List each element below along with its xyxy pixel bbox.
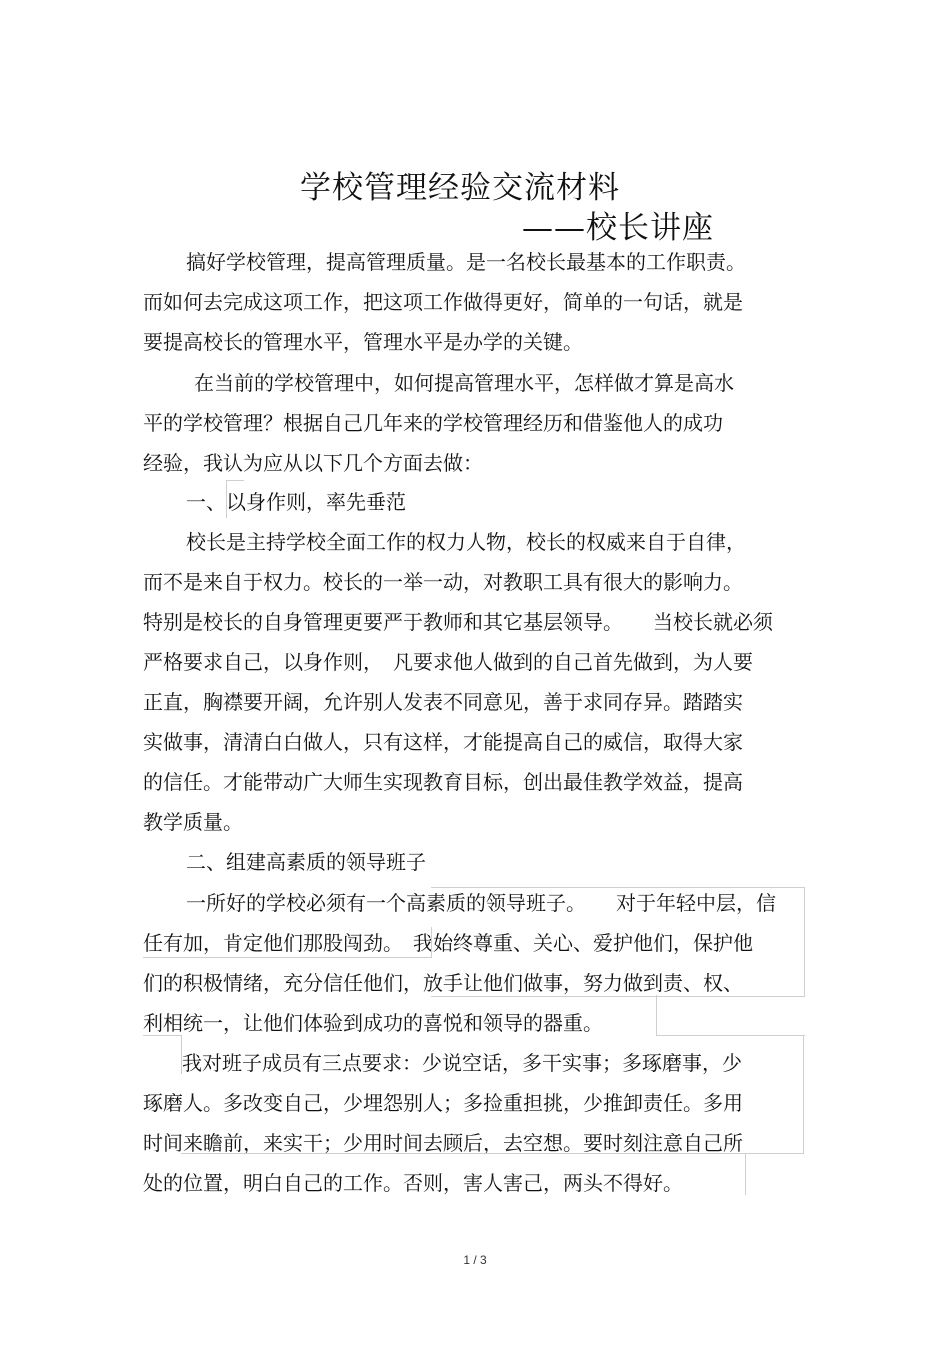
page-indicator: 1 / 3: [463, 1253, 487, 1267]
scan-artifact-box: [431, 887, 805, 997]
body-line: 琢磨人。多改变自己，少埋怨别人；多捡重担挑，少推卸责任。多用: [143, 1091, 743, 1115]
body-line: 任有加，肯定他们那股闯劲。 我始终尊重、关心、爱护他们，保护他: [143, 931, 753, 955]
body-line: 们的积极情绪，充分信任他们，放手让他们做事，努力做到责、权、: [143, 971, 743, 995]
body-line: 而不是来自于权力。校长的一举一动，对教职工具有很大的影响力。: [143, 570, 743, 594]
body-line: 经验，我认为应从以下几个方面去做：: [143, 451, 483, 475]
body-line: 我对班子成员有三点要求：少说空话，多干实事；多琢磨事，少: [182, 1051, 742, 1075]
body-line: 严格要求自己，以身作则， 凡要求他人做到的自己首先做到，为人要: [143, 650, 753, 674]
body-line: 校长是主持学校全面工作的权力人物，校长的权威来自于自律，: [186, 530, 746, 554]
body-line: 实做事，清清白白做人，只有这样，才能提高自己的威信，取得大家: [143, 730, 743, 754]
scan-artifact-box: [143, 1035, 182, 1074]
scan-artifact-box: [656, 995, 805, 1036]
scan-artifact-line: [226, 480, 228, 518]
scan-artifact-box: [181, 1035, 804, 1154]
section-heading: 一、以身作则，率先垂范: [186, 490, 406, 514]
body-line: 利相统一，让他们体验到成功的喜悦和领导的器重。: [143, 1011, 603, 1035]
body-line: 一所好的学校必须有一个高素质的领导班子。 对于年轻中层，信: [186, 891, 776, 915]
body-line: 要提高校长的管理水平，管理水平是办学的关键。: [143, 330, 583, 354]
section-heading: 二、组建高素质的领导班子: [186, 850, 426, 874]
document-subtitle: ——校长讲座: [522, 210, 714, 246]
body-line: 处的位置，明白自己的工作。否则，害人害己，两头不得好。: [143, 1171, 683, 1195]
document-title: 学校管理经验交流材料: [300, 170, 620, 206]
body-line: 而如何去完成这项工作，把这项工作做得更好，简单的一句话，就是: [143, 290, 743, 314]
body-line: 特别是校长的自身管理更要严于教师和其它基层领导。 当校长就必须: [143, 610, 773, 634]
scan-artifact-box: [143, 927, 432, 958]
scan-artifact-line: [226, 480, 244, 482]
body-line: 正直，胸襟要开阔，允许别人发表不同意见，善于求同存异。踏踏实: [143, 690, 743, 714]
body-line: 时间来瞻前，来实干；少用时间去顾后，去空想。要时刻注意自己所: [143, 1131, 743, 1155]
scan-artifact-line: [745, 1153, 747, 1195]
body-line: 在当前的学校管理中，如何提高管理水平，怎样做才算是高水: [194, 371, 734, 395]
body-line: 的信任。才能带动广大师生实现教育目标，创出最佳教学效益，提高: [143, 770, 743, 794]
body-line: 平的学校管理？根据自己几年来的学校管理经历和借鉴他人的成功: [143, 411, 723, 435]
body-line: 搞好学校管理，提高管理质量。是一名校长最基本的工作职责。: [186, 250, 746, 274]
body-line: 教学质量。: [143, 810, 243, 834]
